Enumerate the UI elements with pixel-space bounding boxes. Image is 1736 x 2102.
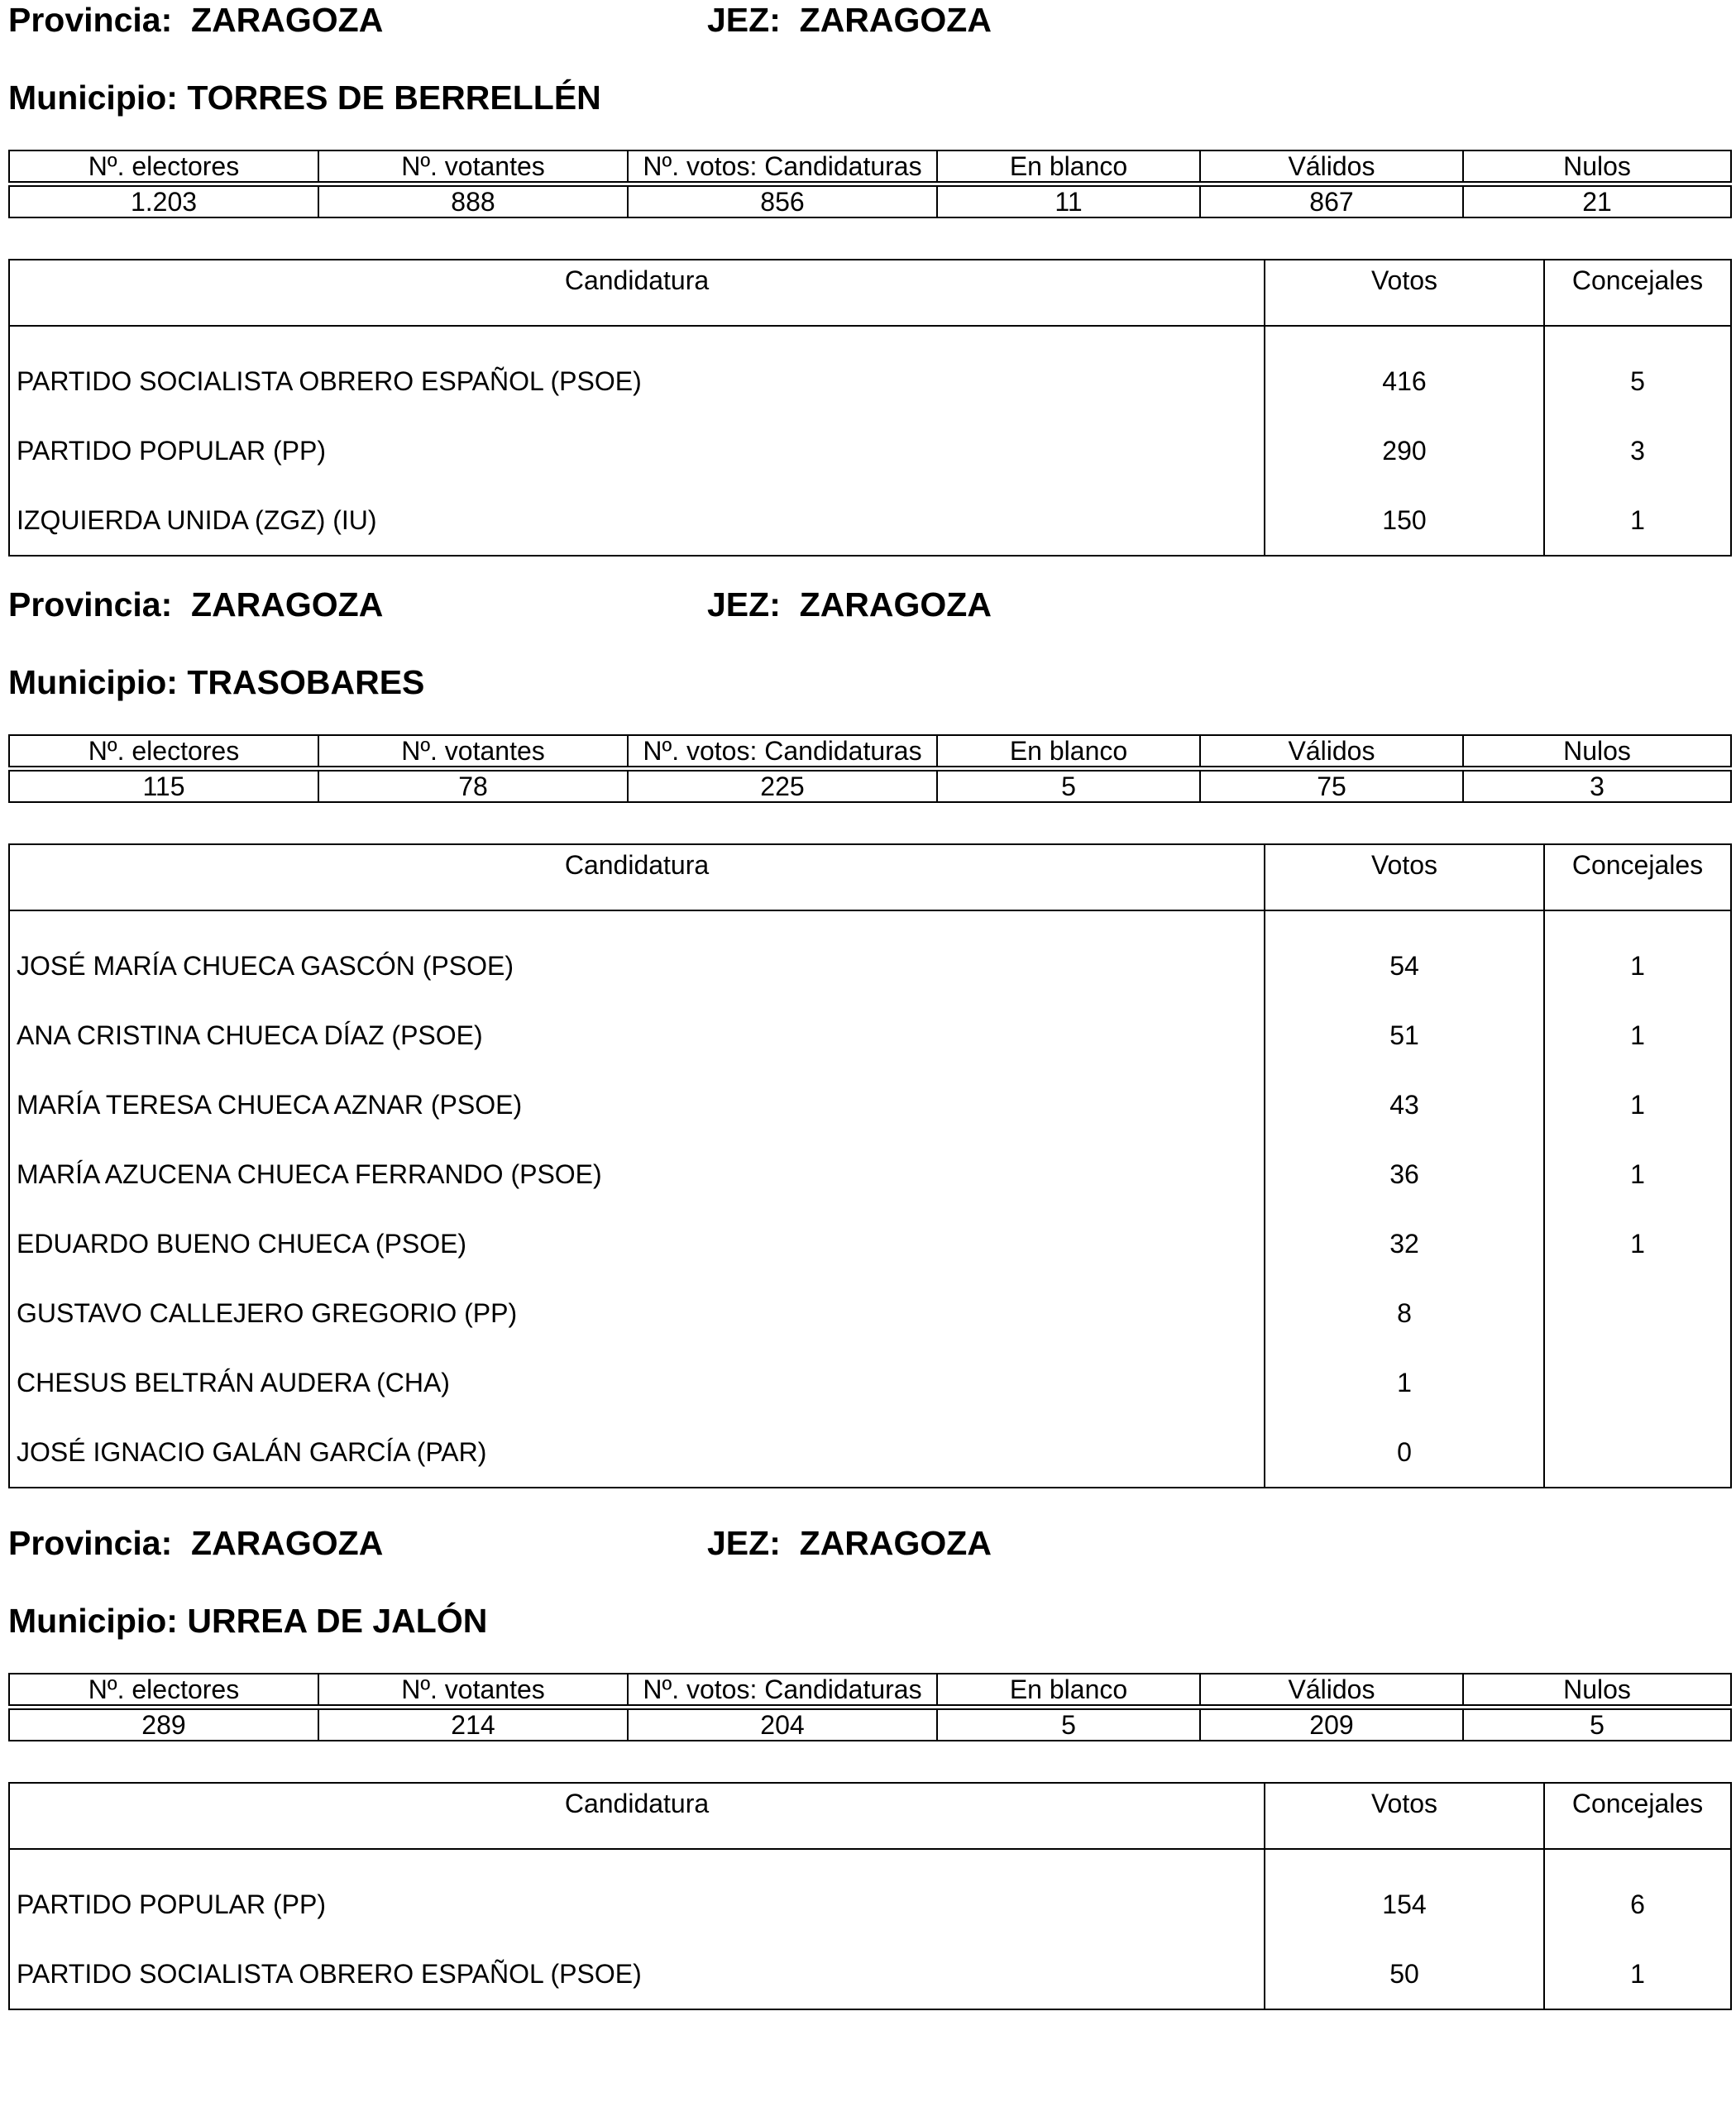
jez-value: ZARAGOZA bbox=[799, 585, 992, 623]
candidates-table bbox=[8, 259, 1732, 557]
stats-header-cell: En blanco bbox=[937, 1674, 1200, 1705]
stats-value-cell: 1.203 bbox=[9, 186, 318, 217]
stats-header-cell: Nulos bbox=[1463, 1674, 1731, 1705]
stats-value-cell: 5 bbox=[1463, 1709, 1731, 1741]
municipio-header bbox=[8, 662, 424, 702]
stats-value-cell: 11 bbox=[937, 186, 1200, 217]
provincia-header bbox=[8, 0, 383, 40]
stats-header-cell: Nº. electores bbox=[9, 1674, 318, 1705]
stats-header-cell: Nº. votantes bbox=[318, 735, 628, 767]
stats-header-cell: Válidos bbox=[1200, 1674, 1463, 1705]
stats-header-cell: En blanco bbox=[937, 150, 1200, 182]
candidate-votos: 43 bbox=[1265, 1070, 1544, 1139]
candidate-row bbox=[9, 1348, 1731, 1417]
provincia-header bbox=[8, 585, 383, 624]
candidate-name: CHESUS BELTRÁN AUDERA (CHA) bbox=[9, 1348, 1265, 1417]
candidate-votos: 290 bbox=[1265, 416, 1544, 485]
candidate-votos: 36 bbox=[1265, 1139, 1544, 1209]
candidates-header-row bbox=[9, 1783, 1731, 1849]
jez-value: ZARAGOZA bbox=[799, 1, 992, 39]
candidate-name: PARTIDO SOCIALISTA OBRERO ESPAÑOL (PSOE) bbox=[9, 326, 1265, 416]
candidate-name: PARTIDO POPULAR (PP) bbox=[9, 416, 1265, 485]
candidate-name: JOSÉ IGNACIO GALÁN GARCÍA (PAR) bbox=[9, 1417, 1265, 1488]
candidates-table bbox=[8, 843, 1732, 1488]
jez-value: ZARAGOZA bbox=[799, 1524, 992, 1562]
candidate-votos: 416 bbox=[1265, 326, 1544, 416]
stats-value-cell: 204 bbox=[628, 1709, 937, 1741]
candidate-votos: 32 bbox=[1265, 1209, 1544, 1278]
stats-header-table bbox=[8, 150, 1732, 183]
candidate-concejales: 3 bbox=[1544, 416, 1731, 485]
candidate-row bbox=[9, 1849, 1731, 1939]
candidate-row bbox=[9, 1417, 1731, 1488]
candidate-row bbox=[9, 1278, 1731, 1348]
stats-header-cell: En blanco bbox=[937, 735, 1200, 767]
candidate-name: EDUARDO BUENO CHUECA (PSOE) bbox=[9, 1209, 1265, 1278]
candidate-row bbox=[9, 1939, 1731, 2009]
candidate-concejales: 1 bbox=[1544, 1070, 1731, 1139]
candidate-votos: 8 bbox=[1265, 1278, 1544, 1348]
stats-value-cell: 888 bbox=[318, 186, 628, 217]
candidates-header-cell: Candidatura bbox=[9, 844, 1265, 910]
candidate-concejales: 1 bbox=[1544, 1939, 1731, 2009]
candidates-header-cell: Concejales bbox=[1544, 260, 1731, 326]
provincia-label: Provincia: bbox=[8, 1, 173, 39]
candidate-row bbox=[9, 485, 1731, 556]
stats-header-cell: Nulos bbox=[1463, 735, 1731, 767]
candidates-header-row bbox=[9, 844, 1731, 910]
municipio-label: Municipio: bbox=[8, 79, 178, 117]
stats-values-table bbox=[8, 1708, 1732, 1741]
stats-value-cell: 214 bbox=[318, 1709, 628, 1741]
municipio-label: Municipio: bbox=[8, 663, 178, 701]
stats-value-cell: 5 bbox=[937, 771, 1200, 802]
stats-header-table bbox=[8, 1673, 1732, 1706]
stats-values-table bbox=[8, 185, 1732, 218]
candidate-row bbox=[9, 910, 1731, 1001]
candidate-name: GUSTAVO CALLEJERO GREGORIO (PP) bbox=[9, 1278, 1265, 1348]
stats-value-cell: 21 bbox=[1463, 186, 1731, 217]
stats-value-cell: 867 bbox=[1200, 186, 1463, 217]
candidates-header-cell: Candidatura bbox=[9, 1783, 1265, 1849]
provincia-header bbox=[8, 1523, 383, 1563]
stats-header-cell: Nulos bbox=[1463, 150, 1731, 182]
candidate-concejales: 5 bbox=[1544, 326, 1731, 416]
provincia-value: ZARAGOZA bbox=[191, 585, 384, 623]
candidates-header-cell: Votos bbox=[1265, 260, 1544, 326]
municipality-section bbox=[8, 0, 1730, 579]
stats-value-cell: 115 bbox=[9, 771, 318, 802]
candidates-header-cell: Candidatura bbox=[9, 260, 1265, 326]
provincia-label: Provincia: bbox=[8, 1524, 173, 1562]
candidate-name: PARTIDO POPULAR (PP) bbox=[9, 1849, 1265, 1939]
stats-value-cell: 225 bbox=[628, 771, 937, 802]
candidate-name: PARTIDO SOCIALISTA OBRERO ESPAÑOL (PSOE) bbox=[9, 1939, 1265, 2009]
stats-value-cell: 78 bbox=[318, 771, 628, 802]
municipality-section bbox=[8, 1523, 1730, 2102]
jez-label: JEZ: bbox=[707, 1, 781, 39]
candidate-row bbox=[9, 416, 1731, 485]
municipio-header bbox=[8, 78, 601, 117]
stats-value-cell: 856 bbox=[628, 186, 937, 217]
candidate-row bbox=[9, 1001, 1731, 1070]
candidate-concejales: 1 bbox=[1544, 1139, 1731, 1209]
candidates-header-cell: Concejales bbox=[1544, 844, 1731, 910]
candidate-name: IZQUIERDA UNIDA (ZGZ) (IU) bbox=[9, 485, 1265, 556]
stats-header-cell: Válidos bbox=[1200, 735, 1463, 767]
municipio-value: TRASOBARES bbox=[187, 663, 425, 701]
stats-value-cell: 5 bbox=[937, 1709, 1200, 1741]
stats-header-cell: Nº. votantes bbox=[318, 150, 628, 182]
stats-values-table bbox=[8, 770, 1732, 803]
candidates-header-row bbox=[9, 260, 1731, 326]
candidate-concejales bbox=[1544, 1348, 1731, 1417]
candidate-row bbox=[9, 1209, 1731, 1278]
candidate-votos: 150 bbox=[1265, 485, 1544, 556]
candidate-votos: 0 bbox=[1265, 1417, 1544, 1488]
municipality-section bbox=[8, 585, 1730, 1467]
municipio-label: Municipio: bbox=[8, 1602, 178, 1640]
candidate-concejales: 1 bbox=[1544, 1209, 1731, 1278]
candidate-name: ANA CRISTINA CHUECA DÍAZ (PSOE) bbox=[9, 1001, 1265, 1070]
stats-value-cell: 75 bbox=[1200, 771, 1463, 802]
candidate-concejales: 1 bbox=[1544, 910, 1731, 1001]
stats-header-table bbox=[8, 734, 1732, 767]
jez-header bbox=[707, 585, 992, 624]
candidate-row bbox=[9, 1070, 1731, 1139]
candidate-concejales: 6 bbox=[1544, 1849, 1731, 1939]
candidate-concejales: 1 bbox=[1544, 1001, 1731, 1070]
municipio-value: TORRES DE BERRELLÉN bbox=[187, 79, 601, 117]
jez-label: JEZ: bbox=[707, 585, 781, 623]
candidate-votos: 154 bbox=[1265, 1849, 1544, 1939]
candidates-header-cell: Votos bbox=[1265, 844, 1544, 910]
stats-header-cell: Nº. electores bbox=[9, 735, 318, 767]
municipio-header bbox=[8, 1601, 487, 1641]
municipio-value: URREA DE JALÓN bbox=[187, 1602, 488, 1640]
candidate-name: MARÍA TERESA CHUECA AZNAR (PSOE) bbox=[9, 1070, 1265, 1139]
stats-header-cell: Nº. electores bbox=[9, 150, 318, 182]
candidates-header-cell: Votos bbox=[1265, 1783, 1544, 1849]
stats-header-cell: Válidos bbox=[1200, 150, 1463, 182]
candidate-concejales bbox=[1544, 1278, 1731, 1348]
provincia-value: ZARAGOZA bbox=[191, 1524, 384, 1562]
stats-value-cell: 289 bbox=[9, 1709, 318, 1741]
stats-header-cell: Nº. votos: Candidaturas bbox=[628, 735, 937, 767]
provincia-label: Provincia: bbox=[8, 585, 173, 623]
candidate-row bbox=[9, 1139, 1731, 1209]
candidate-votos: 51 bbox=[1265, 1001, 1544, 1070]
candidate-name: JOSÉ MARÍA CHUECA GASCÓN (PSOE) bbox=[9, 910, 1265, 1001]
candidate-row bbox=[9, 326, 1731, 416]
candidate-votos: 50 bbox=[1265, 1939, 1544, 2009]
candidate-name: MARÍA AZUCENA CHUECA FERRANDO (PSOE) bbox=[9, 1139, 1265, 1209]
jez-label: JEZ: bbox=[707, 1524, 781, 1562]
stats-header-cell: Nº. votos: Candidaturas bbox=[628, 1674, 937, 1705]
stats-header-cell: Nº. votantes bbox=[318, 1674, 628, 1705]
jez-header bbox=[707, 0, 992, 40]
candidates-table bbox=[8, 1782, 1732, 2010]
stats-header-cell: Nº. votos: Candidaturas bbox=[628, 150, 937, 182]
stats-value-cell: 3 bbox=[1463, 771, 1731, 802]
stats-value-cell: 209 bbox=[1200, 1709, 1463, 1741]
candidates-header-cell: Concejales bbox=[1544, 1783, 1731, 1849]
candidate-concejales bbox=[1544, 1417, 1731, 1488]
candidate-votos: 54 bbox=[1265, 910, 1544, 1001]
candidate-votos: 1 bbox=[1265, 1348, 1544, 1417]
jez-header bbox=[707, 1523, 992, 1563]
candidate-concejales: 1 bbox=[1544, 485, 1731, 556]
provincia-value: ZARAGOZA bbox=[191, 1, 384, 39]
